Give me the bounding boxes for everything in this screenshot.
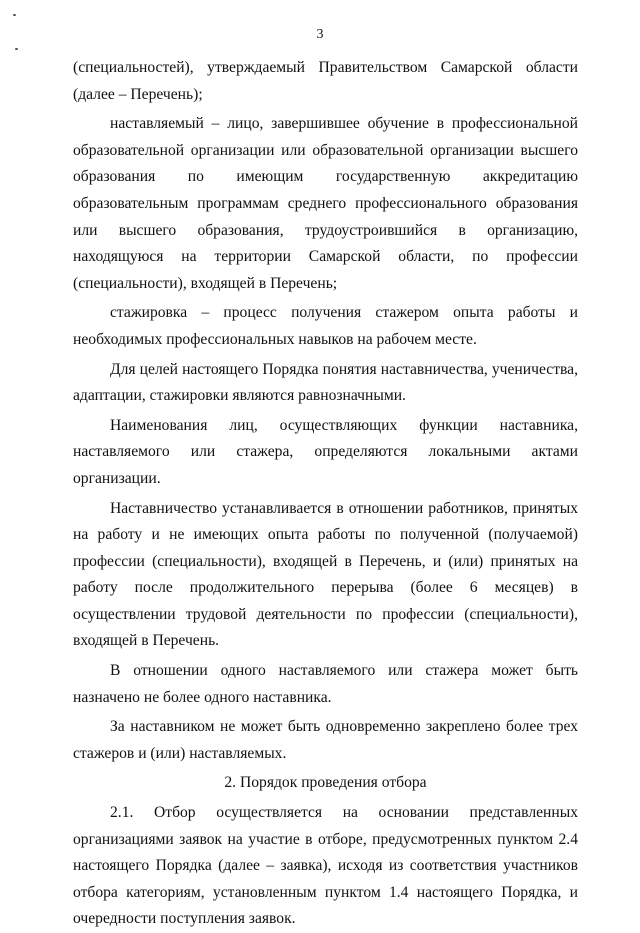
scan-artifact (13, 14, 16, 16)
paragraph-mentoring-scope: Наставничество устанавливается в отношении работников, принятых на работу и не имеющих опыта работы по полученной (получаемой) профессии (специальности), входящей в Перечень, и (или) принятых на работу после продолжительного перерыва (более 6 месяцев) в осуществлении трудовой деятельности по профессии (специальности), входящей в Перечень. (73, 499, 578, 650)
paragraph-mentor-limit: За наставником не может быть одновременно закреплено более трех стажеров и (или) наставляемых. (73, 718, 578, 762)
paragraph-list-continuation: (специальностей), утверждаемый Правительством Самарской области (далее – Перечень); (73, 59, 578, 103)
paragraph-mentee-definition: наставляемый – лицо, завершившее обучение в профессиональной образовательной организации или образовательной организации высшего образования по имеющим государственную аккредитацию образовательным программам среднего профессионального образования или высшего образования, трудоустроившийся в организацию, находящуюся на территории Самарской области, по профессии (специальности), входящей в Перечень; (73, 115, 578, 292)
paragraph-internship-definition: стажировка – процесс получения стажером опыта работы и необходимых профессиональных навыков на рабочем месте. (73, 304, 578, 348)
scan-artifact (15, 48, 18, 50)
paragraph-single-mentor: В отношении одного наставляемого или стажера может быть назначено не более одного наставника. (73, 662, 578, 706)
section-heading: 2. Порядок проведения отбора (224, 774, 427, 792)
page-number: 3 (316, 27, 324, 42)
document-body (73, 55, 578, 933)
paragraph-equivalence: Для целей настоящего Порядка понятия наставничества, ученичества, адаптации, стажировки являются равнозначными. (73, 360, 578, 405)
paragraph-position-names: Наименования лиц, осуществляющих функции наставника, наставляемого или стажера, определяются локальными актами организации. (73, 416, 578, 487)
paragraph-2-1: 2.1. Отбор осуществляется на основании представленных организациями заявок на участие в отборе, предусмотренных пунктом 2.4 настоящего Порядка (далее – заявка), исходя из соответствия участников отбора категориям, установленным пунктом 1.4 настоящего Порядка, и очередности поступления заявок. (73, 804, 578, 928)
